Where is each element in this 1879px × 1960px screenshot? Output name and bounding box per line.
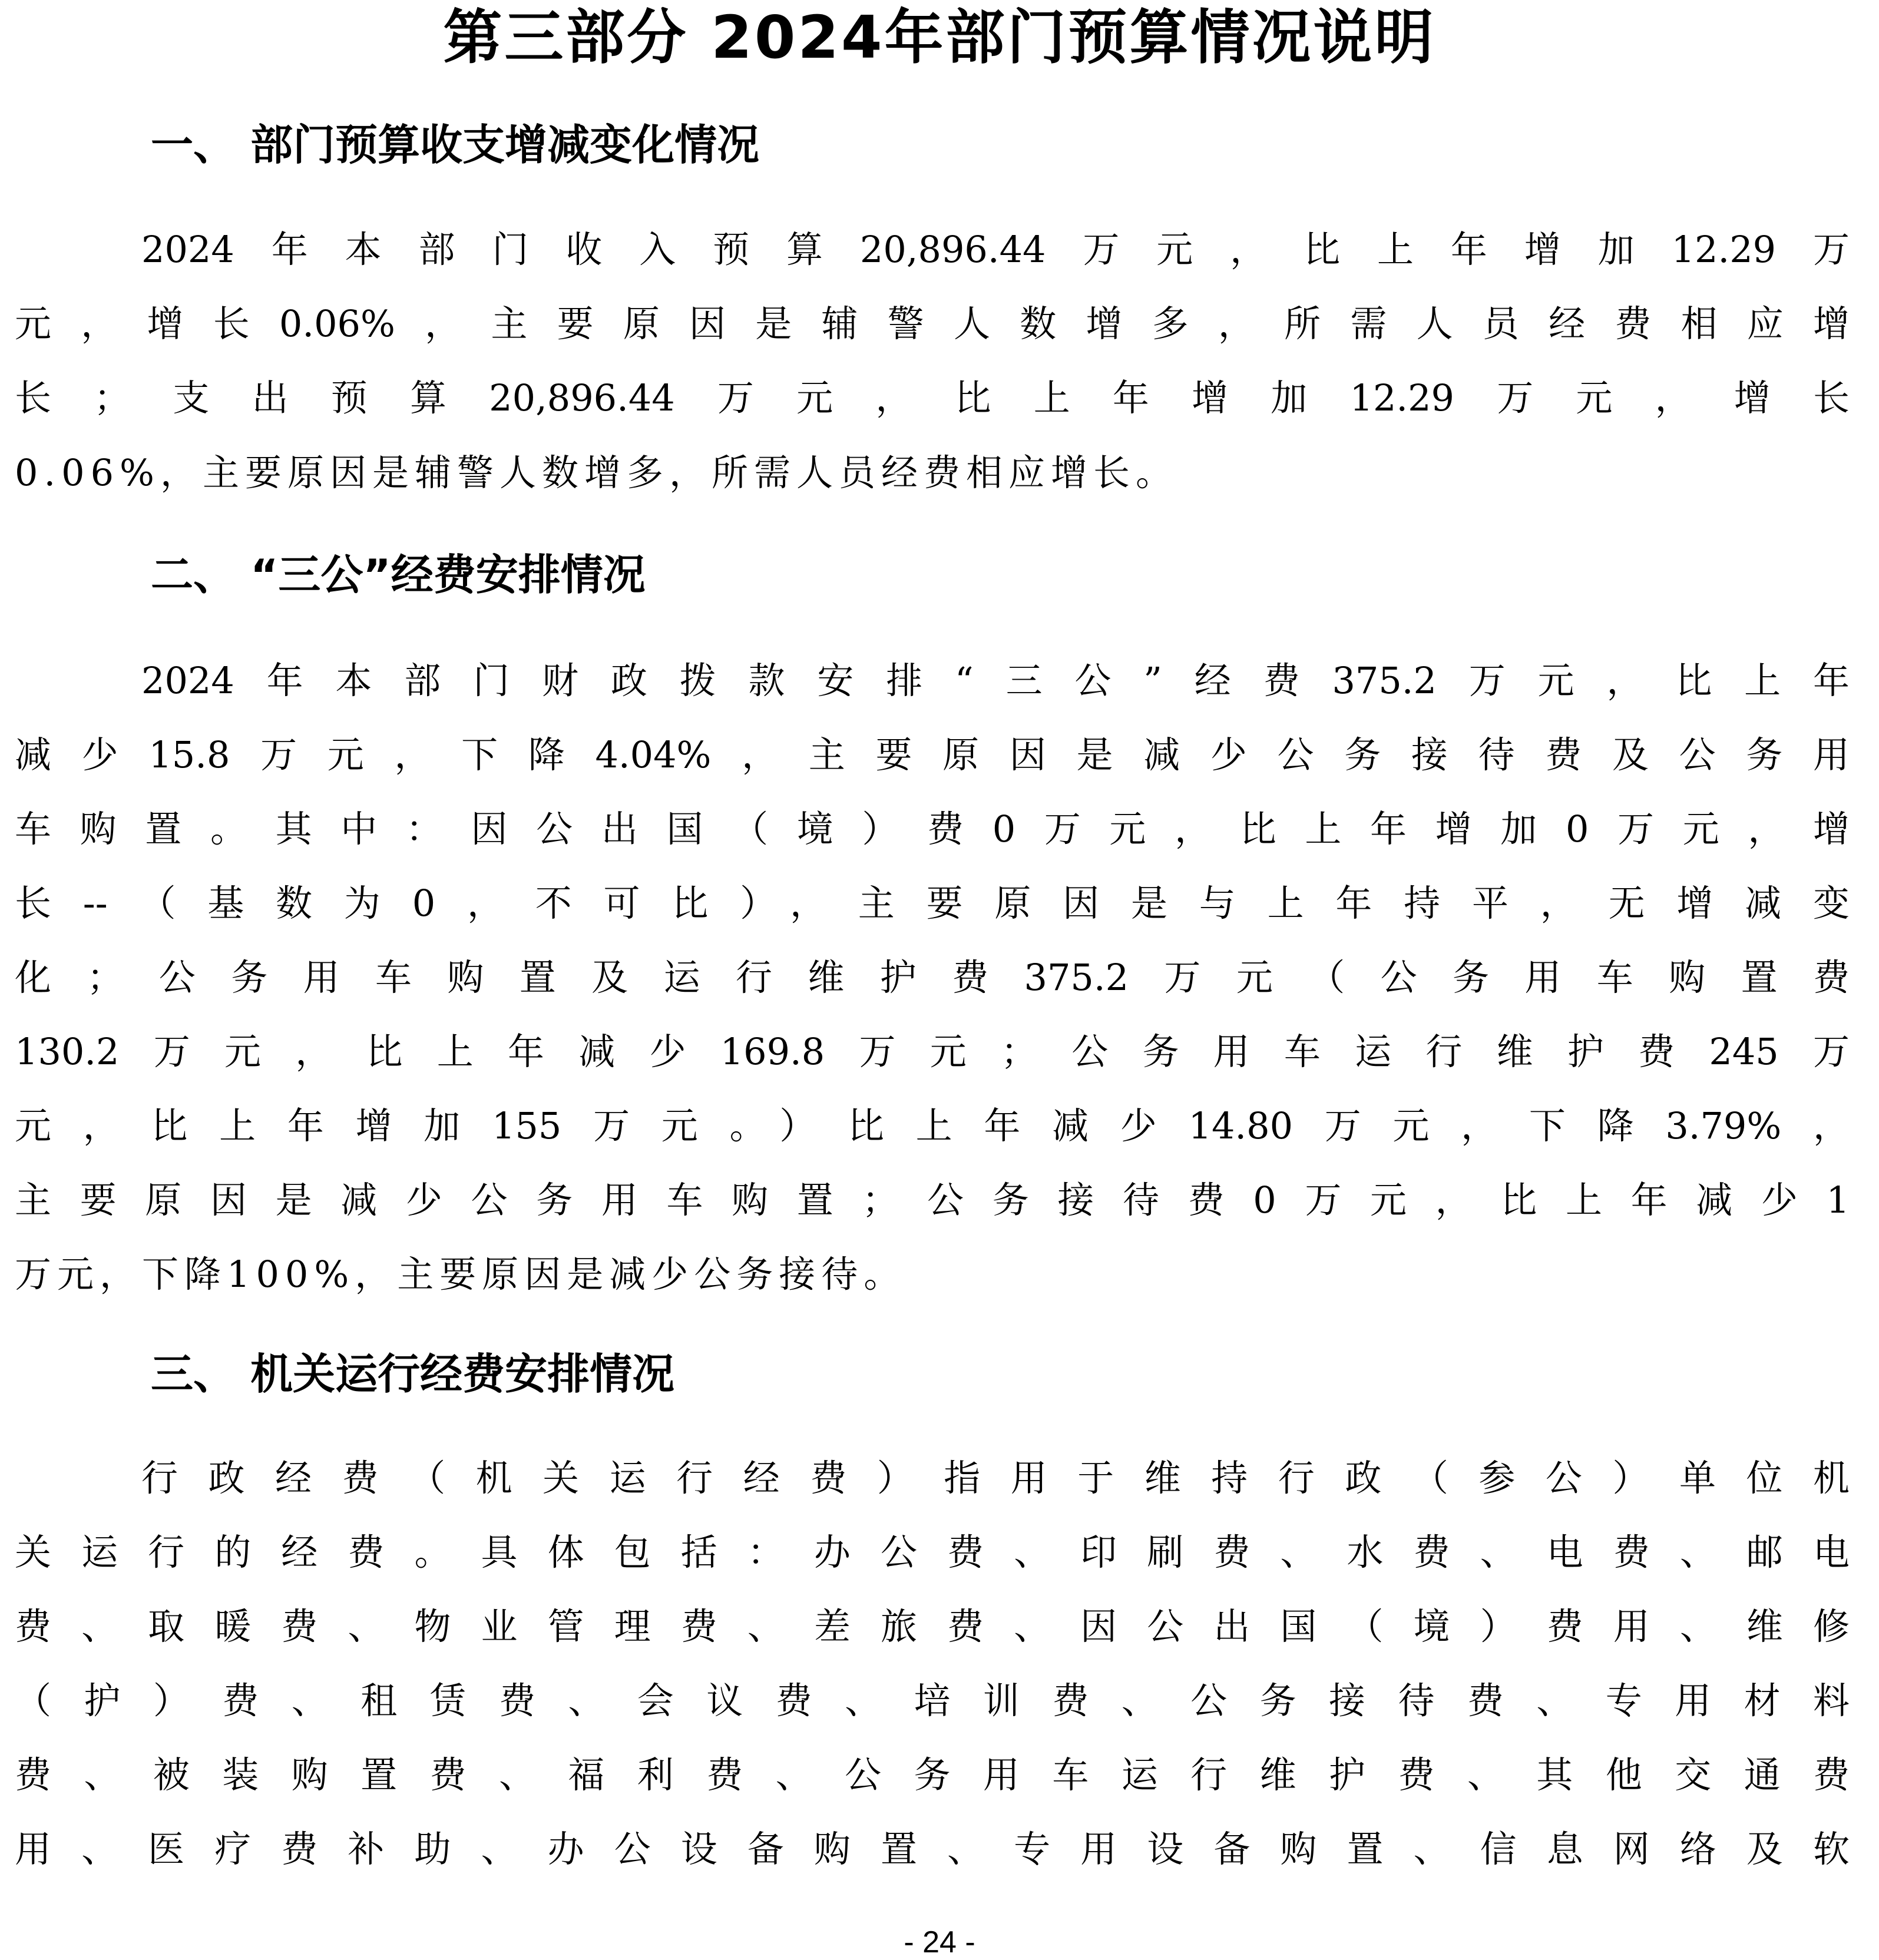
paragraph-line: 元，增长0.06%，主要原因是辅警人数增多，所需人员经费相应增 xyxy=(15,302,1850,345)
page-number: - 24 - xyxy=(904,1925,975,1959)
paragraph-line: 车购置。其中：因公出国（境）费0万元，比上年增加0万元，增 xyxy=(15,807,1850,850)
paragraph-line: 长；支出预算20,896.44万元，比上年增加12.29万元，增长 xyxy=(15,376,1850,419)
paragraph-line: 行政经费（机关运行经费）指用于维持行政（参公）单位机 xyxy=(141,1456,1850,1499)
paragraph-line: 化；公务用车购置及运行维护费375.2万元（公务用车购置费 xyxy=(15,956,1850,999)
paragraph-line: 主要原因是减少公务用车购置；公务接待费0万元，比上年减少1 xyxy=(15,1178,1850,1221)
section-heading-3: 三、 机关运行经费安排情况 xyxy=(151,1349,675,1399)
paragraph-line: 2024年本部门收入预算20,896.44万元，比上年增加12.29万 xyxy=(141,228,1850,271)
paragraph-line: 130.2万元，比上年减少169.8万元；公务用车运行维护费245万 xyxy=(15,1030,1850,1073)
paragraph-line: 元，比上年增加155万元。）比上年减少14.80万元，下降3.79%， xyxy=(15,1104,1850,1147)
paragraph-line: 2024年本部门财政拨款安排“三公”经费375.2万元，比上年 xyxy=(141,659,1850,702)
paragraph-line: 万元，下降100%，主要原因是减少公务接待。 xyxy=(15,1253,907,1296)
page-title: 第三部分 2024年部门预算情况说明 xyxy=(443,3,1436,72)
paragraph-line: 减少15.8万元，下降4.04%，主要原因是减少公务接待费及公务用 xyxy=(15,733,1850,776)
paragraph-line: 长--（基数为0，不可比），主要原因是与上年持平，无增减变 xyxy=(15,882,1850,925)
section-heading-2: 二、 “三公”经费安排情况 xyxy=(151,550,646,600)
paragraph-line: 费、被装购置费、福利费、公务用车运行维护费、其他交通费 xyxy=(15,1753,1850,1796)
paragraph-line: 关运行的经费。具体包括：办公费、印刷费、水费、电费、邮电 xyxy=(15,1531,1850,1574)
paragraph-line: 0.06%，主要原因是辅警人数增多，所需人员经费相应增长。 xyxy=(15,451,1178,494)
section-heading-1: 一、 部门预算收支增减变化情况 xyxy=(151,120,760,170)
paragraph-line: （护）费、租赁费、会议费、培训费、公务接待费、专用材料 xyxy=(15,1679,1850,1722)
paragraph-line: 用、医疗费补助、办公设备购置、专用设备购置、信息网络及软 xyxy=(15,1827,1850,1870)
paragraph-line: 费、取暖费、物业管理费、差旅费、因公出国（境）费用、维修 xyxy=(15,1605,1850,1648)
